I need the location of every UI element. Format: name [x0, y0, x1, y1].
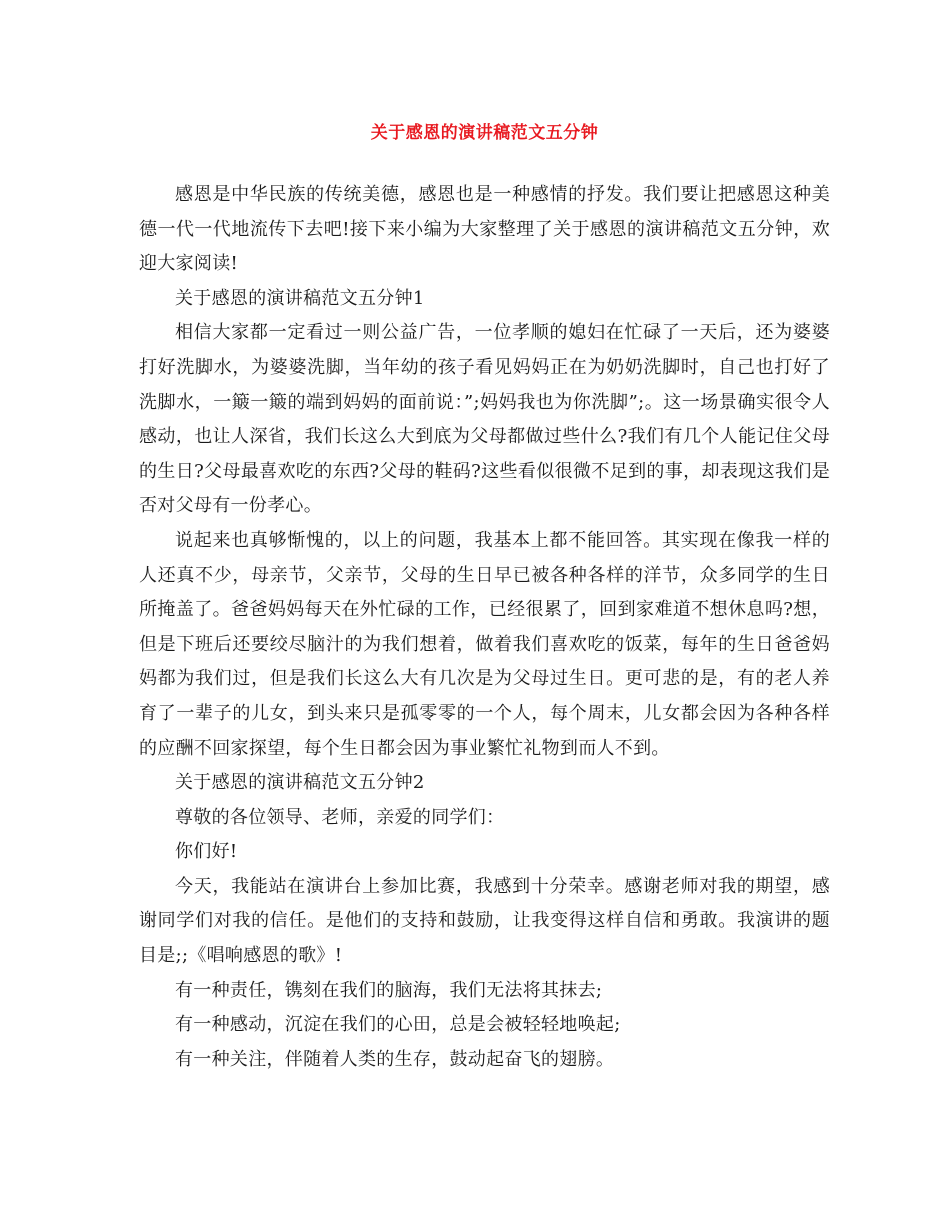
body-paragraph: 说起来也真够惭愧的，以上的问题，我基本上都不能回答。其实现在像我一样的人还真不少，母亲节，父亲节，父母的生日早已被各种各样的洋节，众多同学的生日所掩盖了。爸爸妈妈每天在外忙碌的工作，已经很累了，回到家难道不想休息吗?想，但是下班后还要绞尽脑汁的为我们想着，做着我们喜欢吃的饭菜，每年的生日爸爸妈妈都为我们过，但是我们长这么大有几次是为父母过生日。更可悲的是，有的老人养育了一辈子的儿女，到头来只是孤零零的一个人，每个周末，儿女都会因为各种各样的应酬不回家探望，每个生日都会因为事业繁忙礼物到而人不到。 [139, 529, 830, 759]
body-paragraph: 相信大家都一定看过一则公益广告，一位孝顺的媳妇在忙碌了一天后，还为婆婆打好洗脚水，为婆婆洗脚，当年幼的孩子看见妈妈正在为奶奶洗脚时，自己也打好了洗脚水，一簸一簸的端到妈妈的面前说：”;妈妈我也为你洗脚”;。这一场景确实很令人感动，也让人深省，我们长这么大到底为父母都做过些什么?我们有几个人能记住父母的生日?父母最喜欢吃的东西?父母的鞋码?这些看似很微不足到的事，却表现这我们是否对父母有一份孝心。 [139, 322, 830, 517]
body-paragraph: 今天，我能站在演讲台上参加比赛，我感到十分荣幸。感谢老师对我的期望，感谢同学们对我的信任。是他们的支持和鼓励，让我变得这样自信和勇敢。我演讲的题目是;;《唱响感恩的歌》! [139, 875, 830, 967]
document-body [139, 178, 830, 1077]
body-paragraph: 有一种感动，沉淀在我们的心田，总是会被轻轻地唤起; [175, 1014, 621, 1036]
body-paragraph: 有一种责任，镌刻在我们的脑海，我们无法将其抹去; [175, 979, 603, 1001]
document-title: 关于感恩的演讲稿范文五分钟 [370, 123, 599, 143]
section-heading-2: 关于感恩的演讲稿范文五分钟2 [175, 772, 425, 794]
intro-paragraph: 感恩是中华民族的传统美德，感恩也是一种感情的抒发。我们要让把感恩这种美德一代一代地流传下去吧!接下来小编为大家整理了关于感恩的演讲稿范文五分钟，欢迎大家阅读! [139, 184, 830, 275]
section-heading-1: 关于感恩的演讲稿范文五分钟1 [175, 287, 425, 309]
salutation: 尊敬的各位领导、老师，亲爱的同学们： [175, 806, 505, 828]
greeting: 你们好! [175, 841, 238, 863]
body-paragraph: 有一种关注，伴随着人类的生存，鼓动起奋飞的翅膀。 [175, 1048, 615, 1070]
